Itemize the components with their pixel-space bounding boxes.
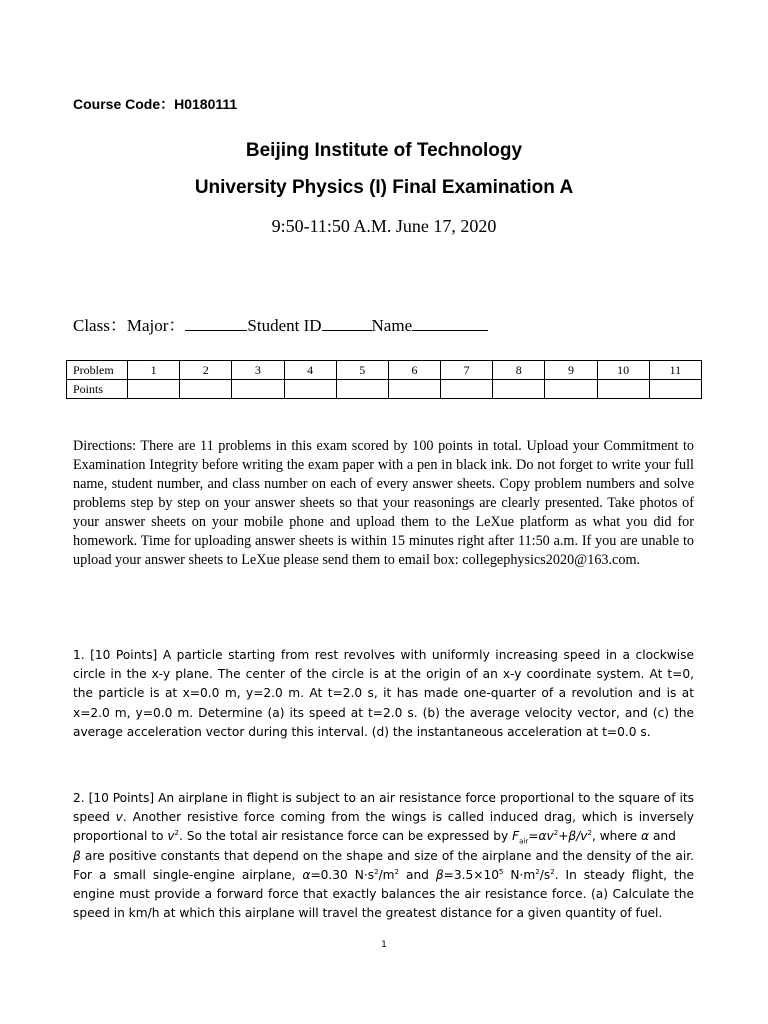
problem-number: 6 [388, 361, 440, 380]
name-label: Name [371, 316, 413, 335]
problem-2 [73, 789, 694, 923]
p2-sup: 2 [587, 829, 592, 838]
p2-sup: 2 [374, 867, 379, 876]
problem-number: 1 [128, 361, 180, 380]
points-cell [128, 380, 180, 399]
p2-text: 2. [10 Points] An airplane in flight is subject to an air resistance force proportional to the square of its speed [73, 791, 694, 825]
points-cell [284, 380, 336, 399]
major-blank [185, 316, 247, 331]
p2-formula: +β/v [558, 829, 588, 844]
page-number: 1 [381, 940, 387, 950]
points-cell [232, 380, 284, 399]
p2-var-alpha: α [641, 829, 650, 844]
p2-text: /s [539, 867, 551, 882]
p2-text: =0.30 N·s [310, 867, 375, 882]
p2-sub: air [519, 837, 529, 846]
p2-sup: 2 [394, 867, 400, 876]
points-row-label: Points [67, 380, 128, 399]
problem-row-label: Problem [67, 361, 128, 380]
p2-text: are positive constants that depend on the shape and size of the airplane and the density of the air. For a small single-engine airplane, [73, 848, 694, 882]
p2-text: /m [378, 867, 395, 882]
student-id-label: Student ID [247, 316, 322, 335]
problem-1: 1. [10 Points] A particle starting from rest revolves with uniformly increasing speed in a clockwise circle in the x-y plane. The center of the circle is at the origin of an x-y coordinate system. At t=0, the particle is at x=0.0 m, y=2.0 m. At t=2.0 s, it has made one-quarter of a revolution and is at x=2.0 m, y=0.0 m. Determine (a) its speed at t=2.0 s. (b) the average velocity vector, and (c) the average acceleration vector during this interval. (d) the instantaneous acceleration at t=0.0 s. [73, 648, 694, 739]
major-label: Major： [126, 316, 186, 335]
student-info-line [73, 311, 488, 336]
points-cell [545, 380, 597, 399]
p2-text: and [399, 867, 436, 882]
points-cell [493, 380, 545, 399]
p2-text: . Another resistive force coming from the wings is called induced drag, which is inversely proportional to [73, 810, 694, 844]
student-id-blank [322, 316, 372, 331]
p2-sup: 2 [174, 829, 180, 838]
problem-number: 10 [597, 361, 649, 380]
problem-number: 4 [284, 361, 336, 380]
p2-text: . So the total air resistance force can be expressed by [179, 829, 513, 844]
p2-var-v: v [167, 829, 175, 844]
p2-var-beta: β [435, 867, 444, 882]
problem-number: 7 [441, 361, 493, 380]
p2-text: =3.5×10 [443, 867, 499, 882]
exam-date-time: 9:50-11:50 A.M. June 17, 2020 [271, 216, 497, 236]
p2-text: . In steady flight, the engine must provide a forward force that exactly balances the air resistance force. (a) Calculate the speed in km/h at which this airplane will travel the greatest distance for a given quantity of fuel. [73, 867, 694, 921]
p2-sup: 2 [535, 867, 540, 876]
points-cell [441, 380, 493, 399]
points-cell [336, 380, 388, 399]
score-table [66, 360, 702, 399]
p2-sup: 2 [550, 867, 555, 876]
p2-var-F: F [512, 829, 520, 844]
p2-formula: =αv [528, 829, 554, 844]
points-row [67, 380, 702, 399]
problem-number: 8 [493, 361, 545, 380]
problem-row [67, 361, 702, 380]
p2-text: N·m [503, 867, 536, 882]
p2-sup: 2 [553, 829, 559, 838]
p2-var-v: v [115, 810, 123, 825]
course-code: Course Code：H0180111 [73, 96, 238, 112]
problem-number: 2 [180, 361, 232, 380]
problem-number: 5 [336, 361, 388, 380]
p2-text: and [649, 829, 676, 844]
institution-title: Beijing Institute of Technology [245, 140, 523, 161]
points-cell [597, 380, 649, 399]
points-cell [180, 380, 232, 399]
p2-var-alpha: α [302, 867, 311, 882]
p2-var-beta: β [73, 848, 81, 863]
points-cell [649, 380, 701, 399]
directions-paragraph: Directions: There are 11 problems in this exam scored by 100 points in total. Upload your Commitment to Examination Integrity before writing the exam paper with a pen in black ink. Do not forget to write your full name, student number, and class number on each of every answer sheets. Copy problem numbers and solve problems step by step on your answer sheets so that your reasonings are clearly presented. Take photos of your answer sheets on your mobile phone and upload them to the LeXue platform as what you did for homework. Time for uploading answer sheets is within 15 minutes right after 11:50 a.m. If you are unable to upload your answer sheets to LeXue please send them to email box: collegephysics2020@163.com. [73, 438, 694, 568]
problem-number: 3 [232, 361, 284, 380]
problem-number: 9 [545, 361, 597, 380]
name-blank [412, 316, 488, 331]
p2-sup: 5 [498, 867, 504, 876]
p2-text: , where [591, 829, 642, 844]
problem-number: 11 [649, 361, 701, 380]
exam-title: University Physics (I) Final Examination A [194, 177, 574, 198]
points-cell [388, 380, 440, 399]
class-label: Class： [73, 316, 127, 335]
